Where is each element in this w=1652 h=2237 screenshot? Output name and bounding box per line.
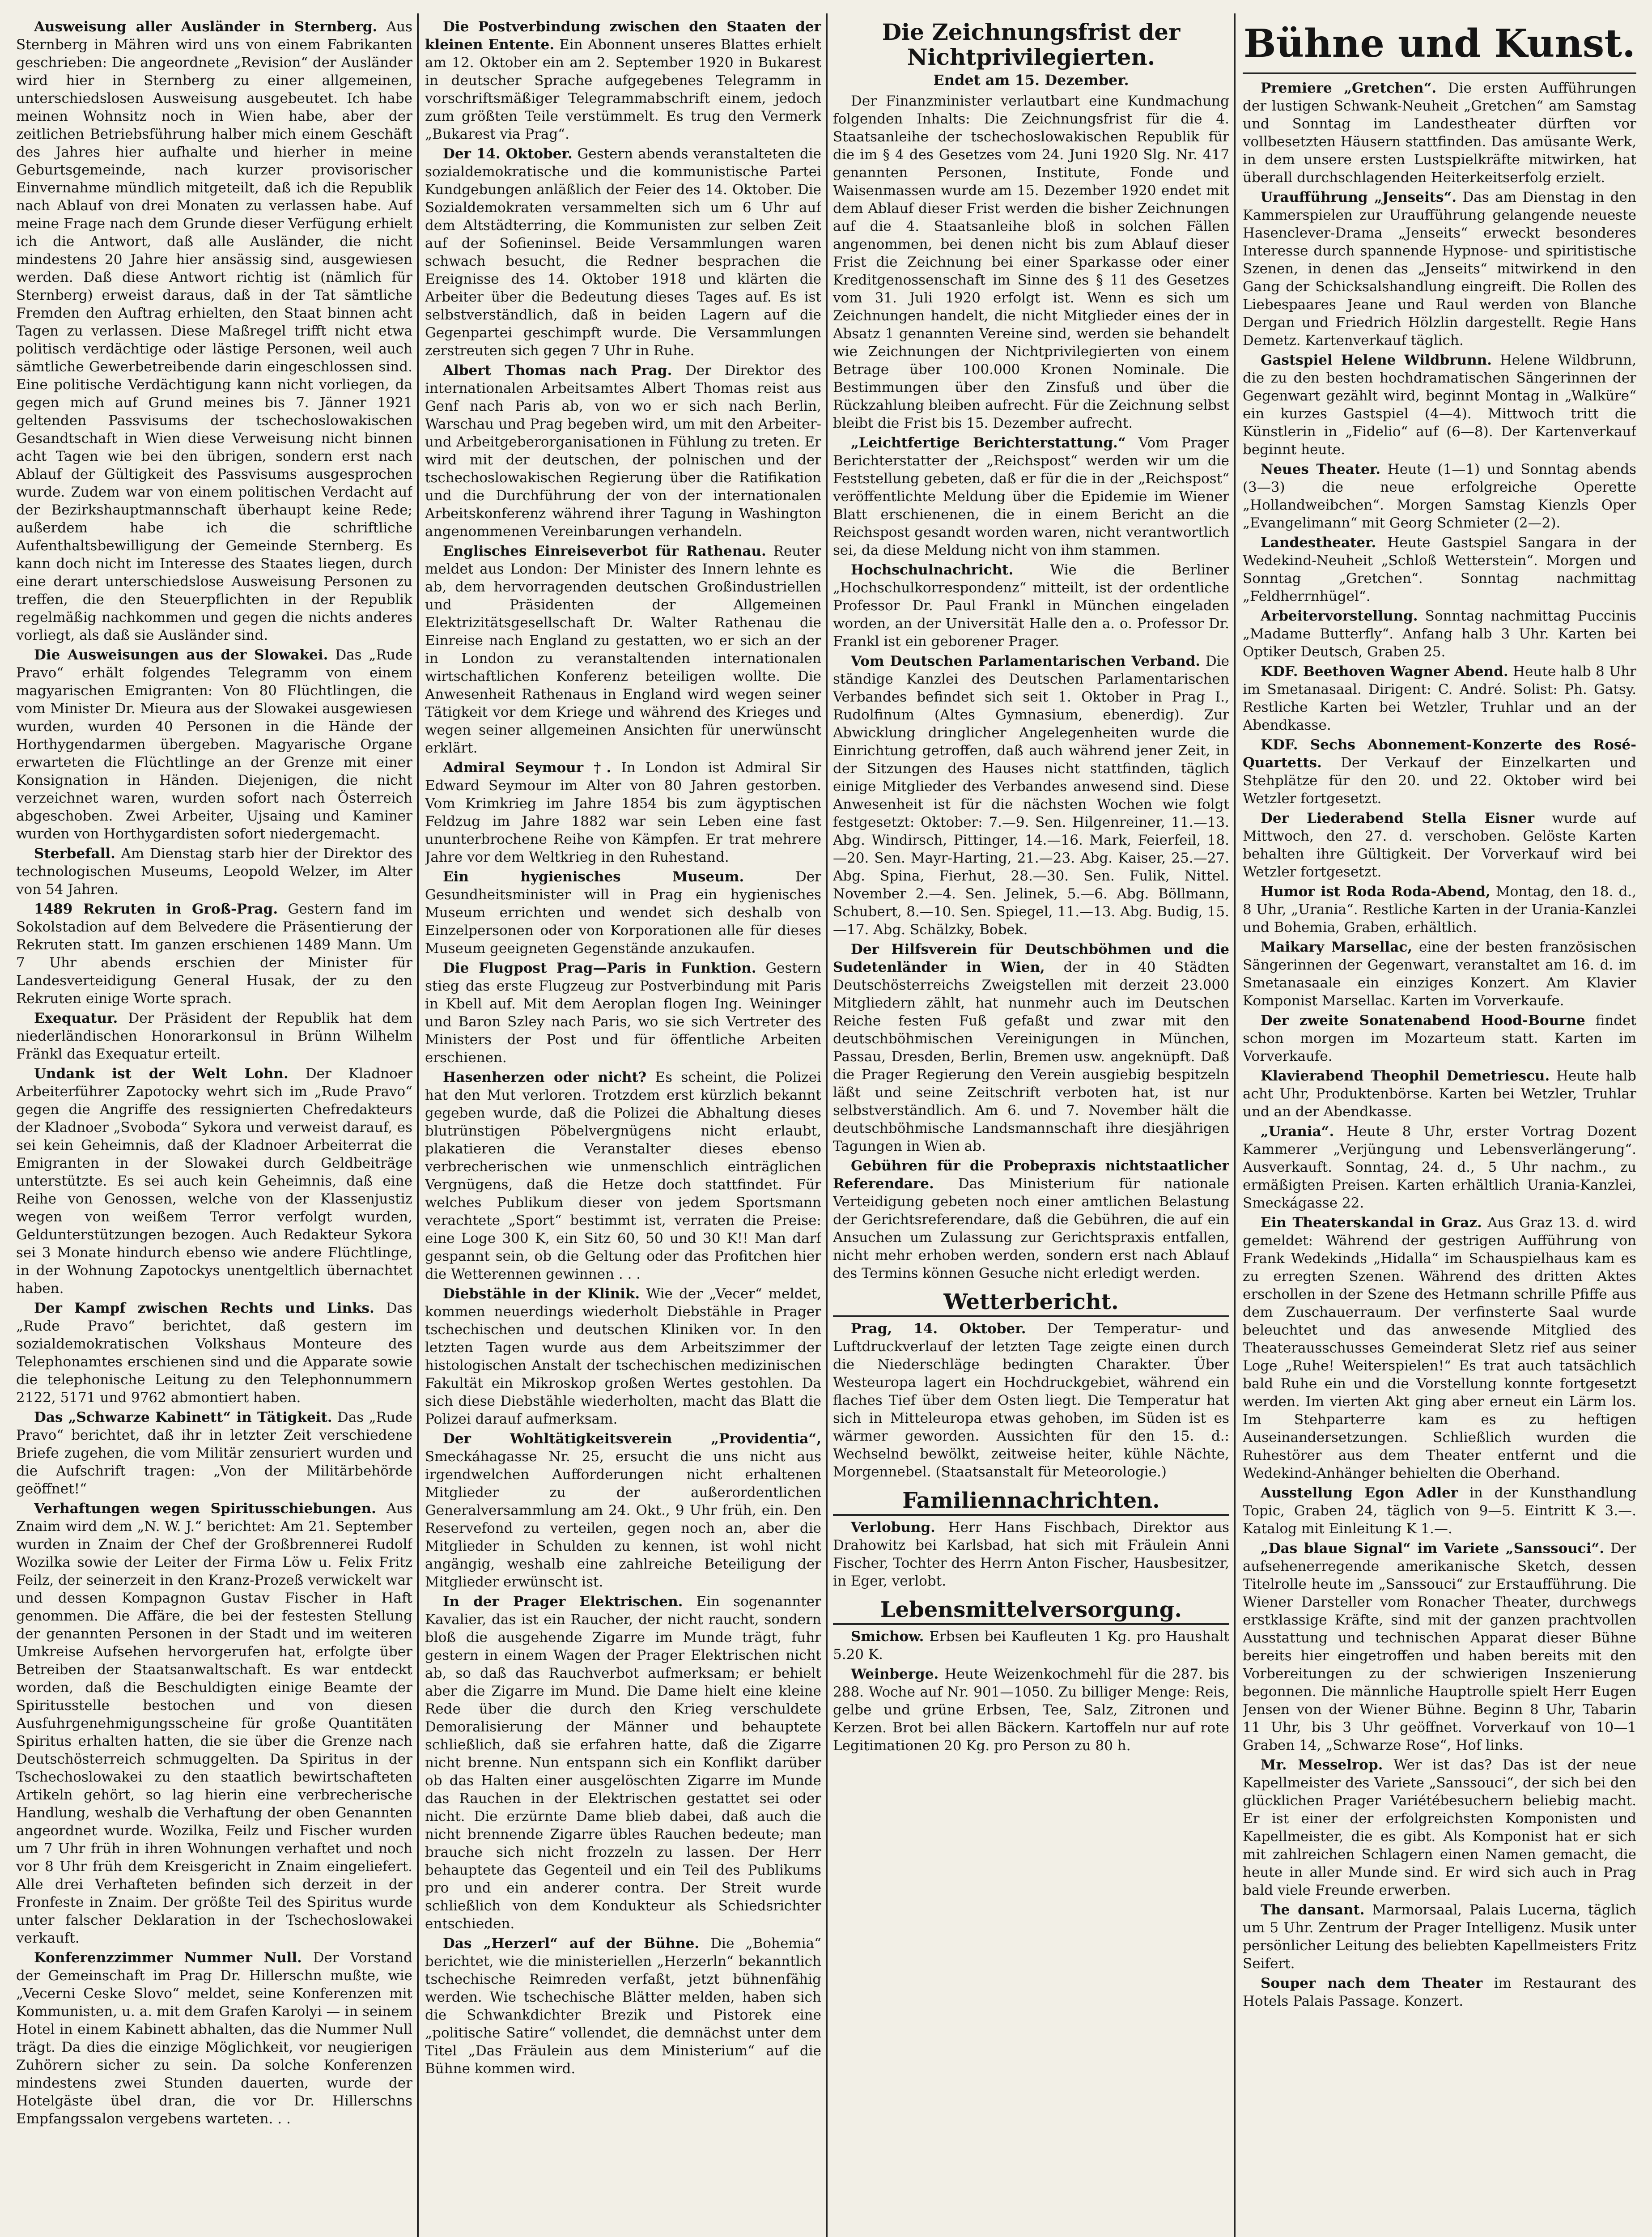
article-text: Der Gesundheitsminister will in Prag ein hygienisches Museum errichten und wendet sich deshalb von Einzelpersonen oder von Korporationen alle für dieses Museum geeigneten Gegenstände anzukaufen. — [425, 869, 821, 957]
article-text: Heute 8 Uhr, erster Vortrag Dozent Kammerer „Verjüngung und Lebensverlängerung“. Ausverkauft. Sonntag, 24. d., 5 Uhr nachm., zu ermäßigten Preisen. Karten erhältlich Urania-Kanzlei, Smeckágasse 22. — [1243, 1123, 1636, 1211]
article — [1243, 938, 1636, 1010]
article-headline: Vom Deutschen Parlamentarischen Verband. — [851, 653, 1201, 669]
article — [16, 1408, 412, 1498]
article-headline: Englisches Einreiseverbot für Rathenau. — [443, 543, 766, 559]
article-text: Erbsen bei Kaufleuten 1 Kg. pro Haushalt 5.20 K. — [833, 1629, 1229, 1663]
article-headline: „Urania“. — [1261, 1123, 1334, 1140]
article — [1243, 534, 1636, 605]
article-text: Heute halb acht Uhr, Produktenbörse. Karten bei Wetzler, Truhlar und an der Abendkasse. — [1243, 1068, 1636, 1120]
section-heading: Lebensmittelversorgung. — [833, 1596, 1229, 1625]
article-headline: Hasenherzen oder nicht? — [443, 1069, 646, 1085]
article-text: Sonntag nachmittag Puccinis „Madame Butterfly“. Anfang halb 3 Uhr. Karten bei Optiker Deutsch, Graben 25. — [1243, 608, 1636, 660]
article — [16, 1009, 412, 1063]
article-text: Das „Rude Pravo“ erhält folgendes Telegramm von einem magyarischen Emigranten: Von 80 Flüchtlingen, die vom Minister Dr. Mieura aus der Slowakei ausgewiesen wurden, wurden 40 Personen in die Hände der Horthygendarmen übergeben. Magyarische Organe erwarteten die Flüchtlinge an der Grenze mit einer Konsignation in Händen. Diejenigen, die nicht verzeichnet waren, wurden sofort nach Österreich abgeschoben. Zwei Arbeiter, Ujsaing und Kaminer wurden von Horthygardisten sofort niedergemacht. — [16, 647, 412, 842]
article — [1243, 736, 1636, 808]
article — [16, 18, 412, 644]
article-text: Der Kladnoer Arbeiterführer Zapotocky wehrt sich im „Rude Pravo“ gegen die Angriffe des ressignierten Chefredakteurs der Kladnoer „Svoboda“ Sykora und verweist darauf, es sei kein Geheimnis, daß der Kladnoer Arbeiterrat die Emigranten in der Slowakei durch Geldbeiträge unterstützte. Es sei auch kein Geheimnis, daß eine Reihe von Genossen, welche von der Klassenjustiz wegen von weißem Terror verfolgt wurden, Geldunterstützungen bezogen. Auch Redakteur Sykora sei 3 Monate hindurch ebenso wie andere Flüchtlinge, in der Wohnung Zapotockys unentgeltlich übernachtet haben. — [16, 1066, 412, 1297]
article-headline: Die Flugpost Prag—Paris in Funktion. — [443, 960, 756, 976]
article — [1243, 79, 1636, 187]
article — [425, 759, 821, 866]
article — [833, 1628, 1229, 1663]
article-text: findet schon morgen im Mozarteum statt. Karten im Vorverkaufe. — [1243, 1012, 1636, 1064]
article — [16, 845, 412, 898]
article-text: Aus Sternberg in Mähren wird uns von einem Fabrikanten geschrieben: Die angeordnete „Revision“ der Ausländer wird hier in Sternberg zu einer allgemeinen, unterschiedslosen Ausweisung ausgebeutet. Ich habe meinen Wohnsitz noch in Wien habe, aber der zeitlichen Betriebsführung halber mich einem Geschäft des Jahres hier aufhalte und hierher in meine Geburtsgemeinde, nach kurzer provisorischer Einvernahme mündlich mitgeteilt, daß ich die Republik nach Ablauf von drei Monaten zu verlassen habe. Auf meine Frage nach dem Grunde dieser Verfügung erhielt ich die Antwort, daß alle Ausländer, die nicht mindestens 20 Jahre hier ansässig sind, ausgewiesen werden. Daß diese Antwort richtig ist (nämlich für Sternberg) erweist daraus, daß in der Tat sämtliche Fremden den Auftrag erhielten, den Staat binnen acht Tagen zu verlassen. Diese Maßregel trifft nicht etwa politisch verdächtige oder lästige Personen, weil auch sämtliche Gewerbetreibende darin eingeschlossen sind. Eine politische Verdächtigung kann nicht vorliegen, da gegen mich auf Grund meines bis 7. Jänner 1921 geltenden Passvisums der tschechoslowakischen Gesandtschaft in Wien diese Verweisung nicht binnen acht Tagen wie bei den übrigen, sondern erst nach Ablauf der Gültigkeit des Passvisums ausgesprochen wurde. Zudem war von einem politischen Verdacht auf der Bezirkshauptmannschaft überhaupt keine Rede; außerdem habe ich die schriftliche Aufenthaltsbewilligung der Gemeinde Sternberg. Es kann doch nicht im Interesse des Staates liegen, durch eine derart unterschiedslose Ausweisung Personen zu treffen, die den Steuerpflichten in der Republik regelmäßig nachkommen und gegen die nichts anderes vorliegt, als daß sie Ausländer sind. — [16, 19, 412, 643]
article-text: Ein Abonnent unseres Blattes erhielt am 12. Oktober ein am 2. September 1920 in Bukarest in deutscher Sprache aufgegebenes Telegramm in vorschriftsmäßiger Telegrammabschrift einem, jedoch zum größten Teile verstümmelt. Es trug den Vermerk „Bukarest via Prag“. — [425, 37, 821, 142]
article — [833, 1665, 1229, 1755]
article-headline: Weinberge. — [851, 1666, 939, 1682]
article — [833, 1320, 1229, 1481]
article — [16, 900, 412, 1008]
article-headline: Hochschulnachricht. — [851, 562, 1014, 578]
article-text: Wie die Berliner „Hochschulkorrespondenz“ mitteilt, ist der ordentliche Professor Dr. Paul Frankl in München eingeladen worden, an der Universität Halle den a. o. Professor Dr. Frankl ist ein geborener Prager. — [833, 562, 1229, 650]
column-rule — [826, 13, 828, 2237]
article — [425, 542, 821, 757]
article — [1243, 809, 1636, 881]
article-text: Die ersten Aufführungen der lustigen Schwank-Neuheit „Gretchen“ am Samstag und Sonntag im Landestheater dürften vor vollbesetzten Häusern stattfinden. Das amüsante Werk, in dem unsere ersten Lustspielkräfte mitwirken, hat überall durchschlagenden Heiterkeitserfolg erzielt. — [1243, 80, 1636, 186]
article-headline: Der Liederabend Stella Eisner — [1261, 810, 1534, 826]
article-text: Montag, den 18. d., 8 Uhr, „Urania“. Restliche Karten in der Urania-Kanzlei und Bohemia, Graben, erhältlich. — [1243, 884, 1636, 936]
article-headline: The dansant. — [1261, 1902, 1365, 1918]
article-text: wurde auf Mittwoch, den 27. d. verschoben. Gelöste Karten behalten ihre Gültigkeit. Der Vorverkauf wird bei Wetzler fortgesetzt. — [1243, 810, 1636, 880]
article — [833, 1518, 1229, 1590]
article-headline: Premiere „Gretchen“. — [1261, 80, 1437, 96]
article-headline: Klavierabend Theophil Demetriescu. — [1261, 1068, 1550, 1084]
article-text: in der Kunsthandlung Topic, Graben 24, täglich von 9—5. Eintritt K 3.—. Katalog mit Einleitung K 1.—. — [1243, 1485, 1636, 1537]
section-heading: Die Zeichnungsfrist der Nichtprivilegierten. — [882, 19, 1181, 70]
article-text: Gestern stieg das erste Flugzeug zur Postverbindung mit Paris in Kbell auf. Mit dem Aeroplan flogen Ing. Weininger und Baron Szley nach Paris, wo sie sich Vertreter des Ministers der Post und für öffentliche Arbeiten erschienen. — [425, 960, 821, 1066]
article-text: Die ständige Kanzlei des Deutschen Parlamentarischen Verbandes befindet sich seit 1. Oktober in Prag I., Rudolfinum (Altes Gymnasium, ebenerdig). Zur Abwicklung dringlicher Angelegenheiten wurde die Einrichtung getroffen, daß auch während jener Zeit, in der Sitzungen des Hauses nicht stattfinden, täglich einige Mitglieder des Verbandes anwesend sind. Diese Anwesenheit ist für die nächsten Wochen wie folgt festgesetzt: Oktober: 7.—9. Sen. Hilgenreiner, 11.—13. Abg. Windirsch, Pittinger, 14.—16. Mark, Feierfeil, 18.—20. Sen. Mayr-Harting, 21.—23. Abg. Kaiser, 25.—27. Abg. Spina, Fierhut, 28.—30. Sen. Fulik, Nittel. November 2.—4. Sen. Jelinek, 5.—6. Abg. Böllmann, Schubert, 8.—10. Sen. Spiegel, 11.—13. Abg. Budig, 15.—17. Abg. Schälzky, Bobek. — [833, 653, 1229, 938]
article-headline: Gebühren für die Probepraxis nichtstaatlicher Referendare. — [833, 1158, 1229, 1192]
article — [425, 361, 821, 540]
article-headline: „Leichtfertige Berichterstattung.“ — [851, 435, 1126, 451]
article — [16, 1299, 412, 1407]
article-text: Smeckáhagasse Nr. 25, ersucht die uns nicht aus irgendwelchen Aufforderungen nicht erhaltenen Mitglieder zu der außerordentlichen Generalversammlung am 24. Okt., 9 Uhr früh, ein. Den Reservefond zu verteilen, gegen noch an, aber die Mitglieder in Schulden zu kennen, ist wohl nicht angängig, weshalb eine zahlreiche Beteiligung der Mitglieder erwünscht ist. — [425, 1449, 821, 1590]
article-headline: Verhaftungen wegen Spiritusschiebungen. — [34, 1501, 376, 1517]
article-headline: Die Postverbindung zwischen den Staaten der kleinen Entente. — [425, 19, 821, 53]
article — [1243, 1756, 1636, 1899]
article-text: Wer ist das? Das ist der neue Kapellmeister des Variete „Sanssouci“, der sich bei den glücklichen Prager Variétébesuchern beliebig macht. Er ist einer der erfolgreichsten Komponisten und Kapellmeister, die es gibt. Als Komponist hat er sich mit zahlreichen Schlagern einen Namen gemacht, die heute in aller Munde sind. Er wird sich auch in Prag bald viele Freunde erwerben. — [1243, 1757, 1636, 1898]
article-headline: Mr. Messelrop. — [1261, 1757, 1383, 1773]
article-headline: Albert Thomas nach Prag. — [443, 362, 672, 379]
article-headline: Der 14. Oktober. — [443, 146, 573, 162]
article — [833, 652, 1229, 939]
article — [425, 18, 821, 143]
article — [16, 1500, 412, 1947]
article-text: Der aufsehenerregende amerikanische Sketch, dessen Titelrolle heute im „Sanssouci“ zur Erstaufführung. Die Wiener Darsteller vom Ronacher Theater, durchwegs erstklassige Kräfte, sind mit der ganzen prachtvollen Ausstattung und technischen Apparat dieser Bühne bereits hier eingetroffen und haben bereits mit den Vorbereitungen zu der schwierigen Inszenierung begonnen. Die männliche Hauptrolle spielt Herr Eugen Jensen von der Wiener Bühne. Beginn 8 Uhr, Tabarin 11 Uhr, bis 3 Uhr geöffnet. Vorverkauf von 10—1 Graben 14, „Schwarze Rose“, Hof links. — [1243, 1540, 1636, 1753]
article-text: Das am Dienstag in den Kammerspielen zur Uraufführung gelangende neueste Hasenclever-Drama „Jenseits“ erweckt besonderes Interesse durch spannende Hypnose- und spiritistische Szenen, in denen das „Jenseits“ mitwirkend in den Gang der Schicksalshandlung eingreift. Die Rollen des Liebespaares Jeane und Raul werden von Blanche Dergan und Friedrich Hölzlin dargestellt. Regie Hans Demetz. Kartenverkauf täglich. — [1243, 189, 1636, 349]
article-text: In London ist Admiral Sir Edward Seymour im Alter von 80 Jahren gestorben. Vom Krimkrieg im Jahre 1854 bis zum ägyptischen Feldzug im Jahre 1882 war sein Leben eine fast ununterbrochene Reihe von Kämpfen. Er trat mehrere Jahre vor dem Weltkrieg in den Ruhestand. — [425, 760, 821, 865]
article-text: Am Dienstag starb hier der Direktor des technologischen Museums, Leopold Welzer, im Alter von 54 Jahren. — [16, 846, 412, 897]
article-headline: Konferenzzimmer Nummer Null. — [34, 1950, 302, 1966]
article-headline: Smichow. — [851, 1629, 924, 1645]
article-text: Der Vorstand der Gemeinschaft im Prag Dr. Hillerschn mußte, wie „Vecerni Ceske Slovo“ meldet, seine Konferenzen mit Kommunisten, u. a. mit dem Grafen Karolyi — in seinem Hotel in einem Kabinett abhalten, das die Nummer Null trägt. Da dies die einzige Möglichkeit, vor neugierigen Zuhörern sicher zu sein. Da solche Konferenzen mindestens zwei Stunden dauerten, wurde der Hotelgäste übel dran, die vor Dr. Hillerschns Empfangssalon vergebens warteten. . . — [16, 1950, 412, 2127]
article-headline: Der Wohltätigkeitsverein „Providentia“, — [443, 1431, 821, 1447]
article-text: Das „Rude Pravo“ berichtet, daß gestern im sozialdemokratischen Volkshaus Monteure des Telephonamtes erschienen sind und die Apparate sowie die telephonische Leitung zu den Telephonnummern 2122, 5171 und 9762 abmontiert haben. — [16, 1300, 412, 1406]
masthead: Bühne und Kunst. — [1243, 21, 1636, 66]
column-4 — [1243, 18, 1636, 2237]
article-headline: Landestheater. — [1261, 535, 1376, 551]
article-text: Gestern abends veranstalteten die sozialdemokratische und die kommunistische Partei Kundgebungen anläßlich der Feier des 14. Oktober. Die Sozialdemokraten versammelten sich um 6 Uhr auf dem Altstädterring, die Kommunisten zur selben Zeit auf der Sofieninsel. Beide Versammlungen waren schwach besucht, die Redner besprachen die Ereignisse des 14. Oktober 1918 und klärten die Arbeiter über die Bedeutung dieses Tages auf. Es ist selbstverständlich, daß in beiden Lagern auf die Gegenpartei geschimpft wurde. Die Versammlungen zerstreuten sich gegen 7 Uhr in Ruhe. — [425, 146, 821, 359]
article — [425, 1285, 821, 1428]
article-headline: 1489 Rekruten in Groß-Prag. — [34, 901, 278, 917]
article-text: eine der besten französischen Sängerinnen der Gegenwart, veranstaltet am 16. d. im Smetanasaale ein einziges Konzert. Am Klavier Komponist Marsellac. Karten im Vorverkaufe. — [1243, 939, 1636, 1009]
article-headline: Ausstellung Egon Adler — [1261, 1485, 1458, 1501]
article-headline: Die Ausweisungen aus der Slowakei. — [34, 647, 328, 663]
article-headline: Maikary Marsellac, — [1261, 939, 1413, 955]
column-body — [1243, 79, 1636, 2010]
article-headline: Prag, 14. Oktober. — [851, 1321, 1026, 1337]
article — [425, 1935, 821, 2078]
article-headline: KDF. Sechs Abonnement-Konzerte des Rosé-Quartetts. — [1243, 737, 1636, 771]
article — [1243, 1012, 1636, 1065]
article-headline: KDF. Beethoven Wagner Abend. — [1261, 663, 1508, 680]
article-text: Heute Weizenkochmehl für die 287. bis 288. Woche auf Nr. 901—1050. Zu billiger Menge: Reis, gelbe und grüne Erbsen, Tee, Salz, Zitronen und Kerzen. Brot bei allen Bäckern. Kartoffeln nur auf rote Legitimationen 20 Kg. pro Person zu 80 h. — [833, 1666, 1229, 1754]
column-rule — [1234, 13, 1236, 2237]
article — [1243, 1214, 1636, 1482]
article-text: Das „Rude Pravo“ berichtet, daß ihr in letzter Zeit verschiedene Briefe zugehen, die vom Militär zensuriert wurden und die Aufschrift tragen: „Von der Militärbehörde geöffnet!“ — [16, 1409, 412, 1497]
article-headline: Ein hygienisches Museum. — [443, 869, 744, 885]
article — [16, 646, 412, 843]
article-text: Der Finanzminister verlautbart eine Kundmachung folgenden Inhalts: Die Zeichnungsfrist für die 4. Staatsanleihe der tschechoslowakischen Republik für die im § 4 des Gesetzes vom 24. Juni 1920 Slg. Nr. 417 genannten Personen, Institute, Fonde und Waisenmassen wurde am 15. Dezember 1920 endet mit dem Ablauf dieser Frist werden die bisher Zeichnungen auf die 4. Staatsanleihe bloß in solchen Fällen angenommen, bei denen nicht bis zum Ablauf dieser Frist die Zeichnung bei einer Sparkasse oder einer Kreditgenossenschaft im Sinne des § 11 des Gesetzes vom 31. Juli 1920 erfolgt ist. Wenn es sich um Zeichnungen handelt, die nicht Mitglieder eines der in Absatz 1 genannten Vereine sind, werden sie behandelt wie Zeichnungen der Nichtprivilegierten von einem Betrage über 100.000 Kronen Nominale. Die Bestimmungen über den Zinsfuß und über die Rückzahlung bleiben aufrecht. Für die Zeichnung selbst bleibt die Frist bis 15. Dezember aufrecht. — [833, 93, 1229, 431]
column-3 — [833, 18, 1229, 2237]
article-text: Aus Graz 13. d. wird gemeldet: Während der gestrigen Aufführung von Frank Wedekinds „Hidalla“ im Schauspielhaus kam es zu erregten Szenen. Während des dritten Aktes erschollen in der Szene des Hetmann schrille Pfiffe aus dem Zuschauerraum. Der verfinsterte Saal wurde beleuchtet und das anwesende Mitglied des Theaterausschusses Gemeinderat Sletz rief aus seiner Loge „Ruhe! Weiterspielen!“ Es trat auch tatsächlich bald Ruhe ein und die Vorstellung konnte fortgesetzt werden. Im vierten Akt ging aber erneut ein Lärm los. Im Stehparterre kam es zu heftigen Auseinandersetzungen. Schließlich wurden die Ruhestörer aus dem Theater entfernt und die Wedekind-Anhänger behielten die Oberhand. — [1243, 1215, 1636, 1481]
article-headline: Das „Schwarze Kabinett“ in Tätigkeit. — [34, 1409, 332, 1425]
article-text: Gestern fand im Sokolstadion auf dem Belvedere die Präsentierung der Rekruten statt. Im ganzen erschienen 1489 Mann. Um 7 Uhr abends erschien der Minister für Landesverteidigung General Husak, der zu den Rekruten einige Worte sprach. — [16, 901, 412, 1007]
article — [425, 145, 821, 360]
column-body — [833, 92, 1229, 1755]
article-headline: Admiral Seymour †. — [443, 760, 612, 776]
column-rule — [417, 13, 419, 2237]
article-headline: Souper nach dem Theater — [1261, 1975, 1483, 1991]
article — [1243, 1484, 1636, 1538]
article — [16, 1949, 412, 2128]
article — [833, 561, 1229, 651]
article-headline: Das „Herzerl“ auf der Bühne. — [443, 1935, 700, 1952]
article-text: Der Direktor des internationalen Arbeitsamtes Albert Thomas reist aus Genf nach Paris ab, von wo er sich nach Berlin, Warschau und Prag begeben wird, um mit den Arbeiter- und Arbeitgeberorganisationen in Fühlung zu treten. Er wird mit der deutschen, der polnischen und der tschechoslowakischen Regierung über die Ratifikation und die Durchführung der von der internationalen Arbeitskonferenz während ihrer Tagung in Washington angenommenen Vereinbarungen verhandeln. — [425, 362, 821, 540]
article — [425, 868, 821, 957]
article-headline: Sterbefall. — [34, 846, 115, 862]
article-headline: Exequatur. — [34, 1010, 118, 1026]
article — [1243, 1540, 1636, 1754]
article-text: im Restaurant des Hotels Palais Passage. Konzert. — [1243, 1975, 1636, 2009]
article-headline: Diebstähle in der Klinik. — [443, 1286, 640, 1302]
article — [1243, 1123, 1636, 1212]
article-text: Vom Prager Berichterstatter der „Reichspost“ werden wir um die Feststellung gebeten, daß er für die in der „Reichspost“ veröffentlichte Meldung über die Epidemie im Wiener Blatt erschienenen, die in einem Bericht an die Reichspost gesandt worden waren, nicht verantwortlich sei, da diese Meldung nicht von ihm stammen. — [833, 435, 1229, 558]
column-1 — [16, 18, 412, 2237]
article — [1243, 1067, 1636, 1121]
article-text: Die „Bohemia“ berichtet, wie die ministeriellen „Herzerln“ bekanntlich tschechische Reimreden verfaßt, jetzt bühnenfähig werden. Wie tschechische Blätter melden, haben sich die Schwankdichter Brezik und Pistorek eine „politische Satire“ vollendet, die demnächst unter dem Titel „Das Fräulein aus dem Ministerium“ auf die Bühne kommen wird. — [425, 1935, 821, 2077]
article-text: Herr Hans Fischbach, Direktor aus Drahowitz bei Karlsbad, hat sich mit Fräulein Anni Fischer, Tochter des Herrn Anton Fischer, Hausbesitzer, in Eger, verlobt. — [833, 1519, 1229, 1589]
article — [833, 434, 1229, 559]
article — [833, 1157, 1229, 1282]
article — [425, 1068, 821, 1283]
article-text: Aus Znaim wird dem „N. W. J.“ berichtet: Am 21. September wurden in Znaim der Chef der Großbrennerei Rudolf Wozilka sowie der Leiter der Firma Löw u. Felix Fritz Feilz, der seinerzeit in den Kranz-Prozeß verwickelt war und dessen Kompagnon Gustav Fischer in Haft genommen. Die Affäre, die bei der festesten Stellung der genannten Personen in der Stadt und im weiteren Umkreise Aufsehen hervorgerufen hat, erfolgte über Betreiben der Staatsanwaltschaft. Es war entdeckt worden, daß die Beschuldigten einige Beamte der Spiritusstelle bestochen und von diesen Ausfuhrgenehmigungsscheine für große Quantitäten Spiritus erhalten hatten, die sie über die Grenze nach Deutschösterreich schmuggelten. Da Spiritus in der Tschechoslowakei zu den staatlich bewirtschafteten Artikeln gehört, so lag hierin eine verbrecherische Handlung, weshalb die Verhaftung der oben Genannten angeordnet wurde. Wozilka, Feilz und Fischer wurden um 7 Uhr früh in ihren Wohnungen verhaftet und noch vor 8 Uhr früh dem Kreisgericht in Znaim eingeliefert. Alle drei Verhafteten befinden sich derzeit in der Fronfeste in Znaim. Der größte Teil des Spiritus wurde unter falscher Deklaration in der Tschechoslowakei verkauft. — [16, 1501, 412, 1946]
section-heading: Wetterbericht. — [833, 1289, 1229, 1317]
article — [1243, 460, 1636, 532]
article-headline: Der Kampf zwischen Rechts und Links. — [34, 1300, 374, 1316]
article-text: Der Verkauf der Einzelkarten und Stehplätze für den 20. und 22. Oktober wird bei Wetzler fortgesetzt. — [1243, 755, 1636, 807]
article-headline: In der Prager Elektrischen. — [443, 1594, 683, 1610]
article — [833, 940, 1229, 1155]
article-text: Helene Wildbrunn, die zu den besten hochdramatischen Sängerinnen der Gegenwart gezählt wird, beginnt Montag in „Walküre“ ein kurzes Gastspiel (4—4). Mittwoch tritt die Künstlerin in „Fidelio“ auf (6—8). Der Kartenverkauf beginnt heute. — [1243, 352, 1636, 458]
article — [1243, 351, 1636, 459]
article — [1243, 1974, 1636, 2010]
section-subheading: Endet am 15. Dezember. — [933, 72, 1129, 89]
article-headline: Neues Theater. — [1261, 461, 1381, 477]
article — [425, 959, 821, 1067]
section-heading: Familiennachrichten. — [833, 1487, 1229, 1516]
article — [425, 1430, 821, 1591]
article-text: Marmorsaal, Palais Lucerna, täglich um 5 Uhr. Zentrum der Prager Intelligenz. Musik unter persönlicher Leitung des beliebten Kapellmeisters Fritz Seifert. — [1243, 1902, 1636, 1972]
article-text: der in 40 Städten Deutschösterreichs Zweigstellen mit derzeit 23.000 Mitgliedern zählt, hat nunmehr auch im Deutschen Reiche festen Fuß gefaßt und zwar mit den deutschböhmischen Vereinigungen in München, Passau, Dresden, Berlin, Bremen usw. angeknüpft. Daß die Prager Regierung den Verein ausgiebig bespitzeln läßt und seine Zeitschrift verboten hat, ist nur selbstverständlich. Am 6. und 7. November hält die deutschböhmische Landsmannschaft ihre diesjährigen Tagungen in Wien ab. — [833, 959, 1229, 1154]
article — [1243, 883, 1636, 936]
article-headline: „Das blaue Signal“ im Variete „Sanssouci“. — [1261, 1540, 1605, 1557]
article-headline: Verlobung. — [851, 1519, 935, 1535]
article — [833, 92, 1229, 432]
article-text: Der Präsident der Republik hat dem niederländischen Honorarkonsul in Brünn Wilhelm Fränkl das Exequatur erteilt. — [16, 1010, 412, 1062]
article-headline: Ausweisung aller Ausländer in Sternberg. — [34, 19, 378, 35]
article-headline: Der Hilfsverein für Deutschböhmen und die Sudetenländer in Wien, — [833, 941, 1229, 975]
article-headline: Gastspiel Helene Wildbrunn. — [1261, 352, 1492, 368]
article — [16, 1065, 412, 1297]
article-headline: Der zweite Sonatenabend Hood-Bourne — [1261, 1012, 1585, 1029]
article — [1243, 663, 1636, 734]
article-headline: Uraufführung „Jenseits“. — [1261, 189, 1457, 205]
divider — [1243, 72, 1636, 74]
column-2 — [425, 18, 821, 2237]
article-headline: Undank ist der Welt Lohn. — [34, 1066, 289, 1082]
article — [425, 1593, 821, 1933]
article-headline: Ein Theaterskandal in Graz. — [1261, 1215, 1482, 1231]
article-text: Der Temperatur- und Luftdruckverlauf der letzten Tage zeigte einen durch die Niederschläge bedingten Charakter. Über Westeuropa lagert ein Hochdruckgebiet, während ein flaches Tief über dem Osten liegt. Die Temperatur hat sich in Mitteleuropa etwas gehoben, im Süden ist es wärmer geworden. Aussichten für den 15. d.: Wechselnd bewölkt, zeitweise heiter, kühle Nächte, Morgennebel. (Staatsanstalt für Meteorologie.) — [833, 1321, 1229, 1480]
article-text: Es scheint, die Polizei hat den Mut verloren. Trotzdem erst kürzlich bekannt gegeben wurde, daß die Polizei die Abhaltung dieses blutrünstigen Pöbelvergnügens nicht erlaubt, plakatieren die Veranstalter dieses ebenso verbrecherischen wie unmenschlich einträglichen Vergnügens, daß die Hetze doch stattfindet. Für welches Publikum dieser von jedem Sportsmann verachtete „Sport“ bestimmt ist, verraten die Preise: eine Loge 300 K, ein Sitz 60, 50 und 30 K!! Man darf gespannt sein, ob die Geltung oder das Profitchen hier die Wetterennen gewinnen . . . — [425, 1069, 821, 1282]
article-text: Wie der „Vecer“ meldet, kommen neuerdings wiederholt Diebstähle in Prager tschechischen und deutschen Kliniken vor. In den letzten Tagen wurde aus dem Arbeitszimmer der histologischen Anstalt der tschechischen medizinischen Fakultät ein Mikroskop großen Wertes gestohlen. Da sich diese Diebstähle wiederholten, macht das Blatt die Polizei darauf aufmerksam. — [425, 1286, 821, 1427]
article-text: Heute Gastspiel Sangara in der Wedekind-Neuheit „Schloß Wetterstein“. Morgen und Sonntag „Gretchen“. Sonntag nachmittag „Feldherrnhügel“. — [1243, 535, 1636, 604]
article-text: Heute halb 8 Uhr im Smetanasaal. Dirigent: C. André. Solist: Ph. Gatsy. Restliche Karten bei Wetzler, Truhlar und an der Abendkasse. — [1243, 663, 1636, 733]
article-text: Das Ministerium für nationale Verteidigung gebeten noch einer amtlichen Belastung der Gerichtsreferendare, daß die Gebühren, die auf ein Ansuchen um Zulassung zur Gerichtspraxis entfallen, nicht mehr erhoben werden, sondern erst nach Ablauf des Termins können Gesuche nicht erledigt werden. — [833, 1176, 1229, 1281]
article — [1243, 1901, 1636, 1973]
article-text: Reuter meldet aus London: Der Minister des Innern lehnte es ab, dem hervorragenden deutschen Großindustriellen und Präsidenten der Allgemeinen Elektrizitätsgesellschaft Dr. Walter Rathenau die Einreise nach England zu gestatten, wo er sich an der in London zu veranstaltenden internationalen wirtschaftlichen Konferenz beteiligen wollte. Die Anwesenheit Rathenaus in England wird wegen seiner Tätigkeit vor dem Kriege und während des Krieges und wegen seiner allgemeinen Ansichten für unerwünscht erklärt. — [425, 543, 821, 756]
article-text: Ein sogenannter Kavalier, das ist ein Raucher, der nicht raucht, sondern bloß die ausgehende Zigarre im Munde trägt, fuhr gestern in einem Wagen der Prager Elektrischen nicht ab, so daß das Rauchverbot aufmerksam; er behielt aber die Zigarre im Mund. Die Dame hielt eine kleine Rede über die durch den Krieg verschuldete Demoralisierung der Männer und behauptete schließlich, daß sie erfahren hatte, daß die Zigarre nicht brenne. Nun entspann sich ein Konflikt darüber ob das Halten einer ausgelöschten Zigarre im Munde das Rauchen in der Elektrischen gestattet sei oder nicht. Die erzürnte Dame blieb dabei, daß auch die nicht brennende Zigarre übles Rauchen bedeute; man brauche sich nicht frozzeln zu lassen. Der Herr behauptete das Gegenteil und ein Teil des Publikums pro und ein anderer contra. Der Streit wurde schließlich von dem Kondukteur als Schiedsrichter entschieden. — [425, 1594, 821, 1932]
article — [1243, 607, 1636, 661]
article-headline: Arbeitervorstellung. — [1261, 608, 1418, 624]
article — [1243, 188, 1636, 349]
article-headline: Humor ist Roda Roda-Abend, — [1261, 884, 1491, 900]
article-text: Heute (1—1) und Sonntag abends (3—3) die neue erfolgreiche Operette „Hollandweibchen“. Morgen Samstag Kienzls Oper „Evangelimann“ mit Georg Schmieter (2—2). — [1243, 461, 1636, 531]
